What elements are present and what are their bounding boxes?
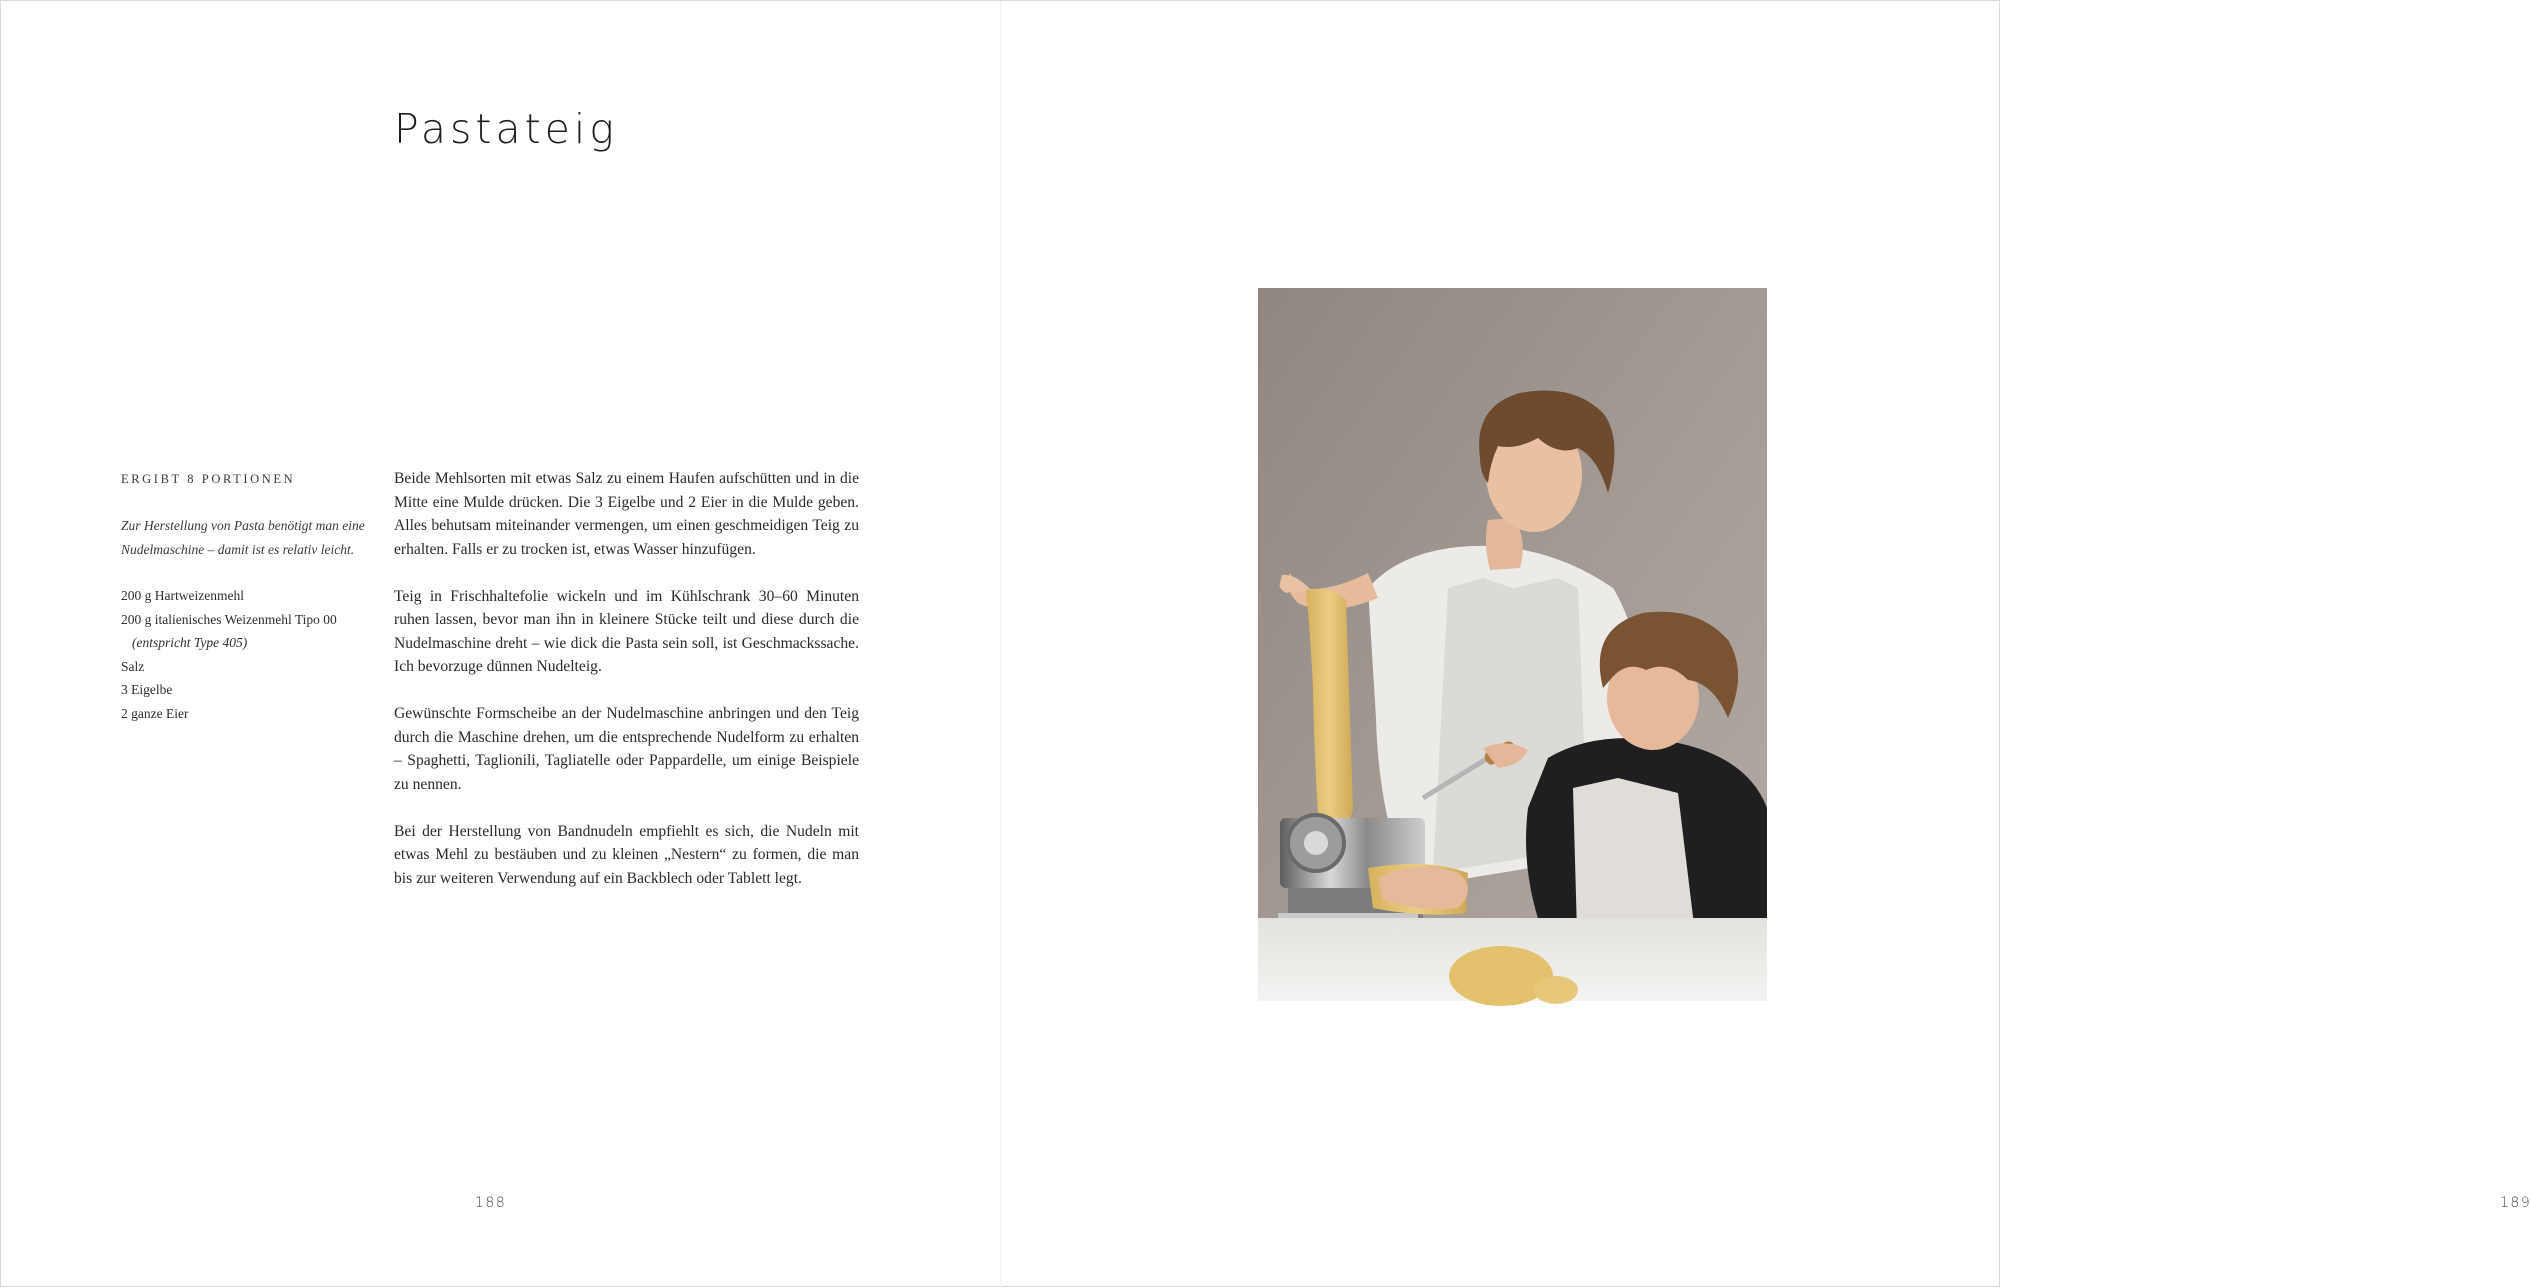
method-paragraph: Beide Mehlsorten mit etwas Salz zu einem Haufen aufschütten und in die Mitte eine Mulde drücken. Die 3 Eigelbe und 2 Eier in die Mulde geben. Alles behutsam miteinander vermengen, um einen geschmeidigen Teig zu erhalten. Falls er zu trocken ist, etwas Wasser hinzufügen. <box>394 470 859 558</box>
method-paragraph: Bei der Herstellung von Bandnudeln empfiehlt es sich, die Nudeln mit etwas Mehl zu bestäuben und zu kleinen „Nestern“ zu formen, die man bis zur weiteren Verwendung auf ein Backblech oder Tablett legt. <box>394 822 859 887</box>
ingredient-item: Salz <box>121 658 145 674</box>
recipe-title: Pastateig <box>394 105 618 153</box>
ingredient-item: 2 ganze Eier <box>121 705 189 721</box>
page-number-left: 188 <box>475 1195 507 1211</box>
yield-label: ERGIBT 8 PORTIONEN <box>121 472 296 486</box>
ingredient-item: 200 g italienisches Weizenmehl Tipo 00 <box>121 611 337 627</box>
ingredient-note: (entspricht Type 405) <box>132 635 248 650</box>
ingredient-item: 200 g Hartweizenmehl <box>121 588 244 603</box>
pasta-machine-dial-center <box>1304 831 1328 855</box>
page-number-right: 189 <box>2500 1195 2531 1211</box>
children-making-pasta-illustration <box>1258 288 1767 1001</box>
recipe-photo <box>1258 288 1767 1001</box>
ingredient-list <box>121 584 381 725</box>
dough-ball-small <box>1534 976 1578 1004</box>
left-page <box>1 1 1000 1288</box>
method-text <box>394 467 859 914</box>
method-paragraph: Gewünschte Formscheibe an der Nudelmaschine anbringen und den Teig durch die Maschine drehen, um die entsprechende Nudelform zu erhalten – Spaghetti, Taglionili, Tagliatelle oder Pappardelle, um einige Beispiele zu nennen. <box>394 705 859 793</box>
ingredient-item: 3 Eigelbe <box>121 682 173 697</box>
intro-note: Zur Herstellung von Pasta benötigt man eine Nudelmaschine – damit ist es relativ leicht. <box>121 518 365 557</box>
method-paragraph: Teig in Frischhaltefolie wickeln und im Kühlschrank 30–60 Minuten ruhen lassen, bevor man ihn in kleinere Stücke teilt und diese durch die Nudelmaschine dreht – wie dick die Pasta sein soll, ist Geschmackssache. Ich bevorzuge dünnen Nudelteig. <box>394 587 859 675</box>
